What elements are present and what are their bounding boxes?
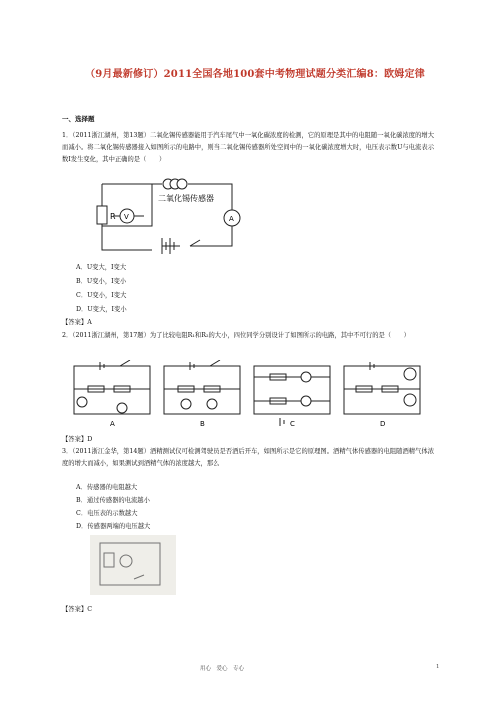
section-heading: 一、选择题 bbox=[62, 115, 95, 123]
question-1-text: 1．（2011浙江湖州，第13题）二氧化锡传感器能用于汽车尾气中一氧化碳浓度的检测，它的原理是其中的电阻随一氧化碳浓度的增大而减小。将二氧化锡传感器接入如图所示的电路中，则当二氧化锡传感器所处空间中的一氧化碳浓度增大时，电压表示数U与电流表示数I发生变化，其中正确的是（ ） bbox=[62, 132, 434, 163]
label-V: V bbox=[124, 213, 129, 221]
q1-answer: 【答案】A bbox=[62, 319, 92, 326]
question-3-text: 3．（2011浙江金华，第14题）酒精测试仪可检测驾驶员是否酒后开车，如图所示是它的原理图。酒精气体传感器的电阻随酒精气体浓度的增大而减小，如果测试到酒精气体的浓度越大，那么 bbox=[62, 448, 434, 467]
label-A: A bbox=[229, 215, 234, 223]
page-footer: 用心 爱心 专心 bbox=[200, 666, 245, 672]
q3-option-a: A．传感器的电阻越大 bbox=[76, 484, 138, 491]
circuit-label-d: D bbox=[380, 420, 386, 428]
q3-option-c: C．电压表的示数越大 bbox=[76, 510, 138, 517]
page-number: 1 bbox=[436, 664, 440, 670]
sensor-label: 二氧化锡传感器 bbox=[158, 194, 214, 203]
q1-option-a: A．U变大，I变大 bbox=[76, 264, 127, 271]
question-2-text: 2．（2011浙江湖州，第17题）为了比较电阻R₁和R₂的大小，四位同学分别设计了如图所示的电路，其中不可行的是（ ） bbox=[62, 332, 410, 339]
label-R: R bbox=[110, 212, 116, 221]
q1-option-c: C．U变小，I变大 bbox=[76, 292, 127, 299]
q3-answer: 【答案】C bbox=[62, 606, 93, 613]
q3-option-b: B．通过传感器的电流越小 bbox=[76, 497, 150, 504]
question-1-circuit-figure bbox=[92, 176, 252, 256]
q1-option-b: B．U变小，I变小 bbox=[76, 278, 127, 285]
circuit-label-b: B bbox=[200, 420, 205, 428]
circuit-label-c: C bbox=[290, 420, 295, 428]
circuit-label-a: A bbox=[110, 420, 115, 428]
q1-option-d: D．U变大，I变小 bbox=[76, 306, 127, 313]
q2-answer: 【答案】D bbox=[62, 436, 93, 443]
document-title: （9月最新修订）2011全国各地100套中考物理试题分类汇编8：欧姆定律 bbox=[85, 69, 425, 80]
question-3-circuit-photo bbox=[90, 535, 176, 595]
question-2-circuits-figure bbox=[70, 360, 430, 430]
q3-option-d: D．传感器两端的电压越大 bbox=[76, 523, 151, 530]
